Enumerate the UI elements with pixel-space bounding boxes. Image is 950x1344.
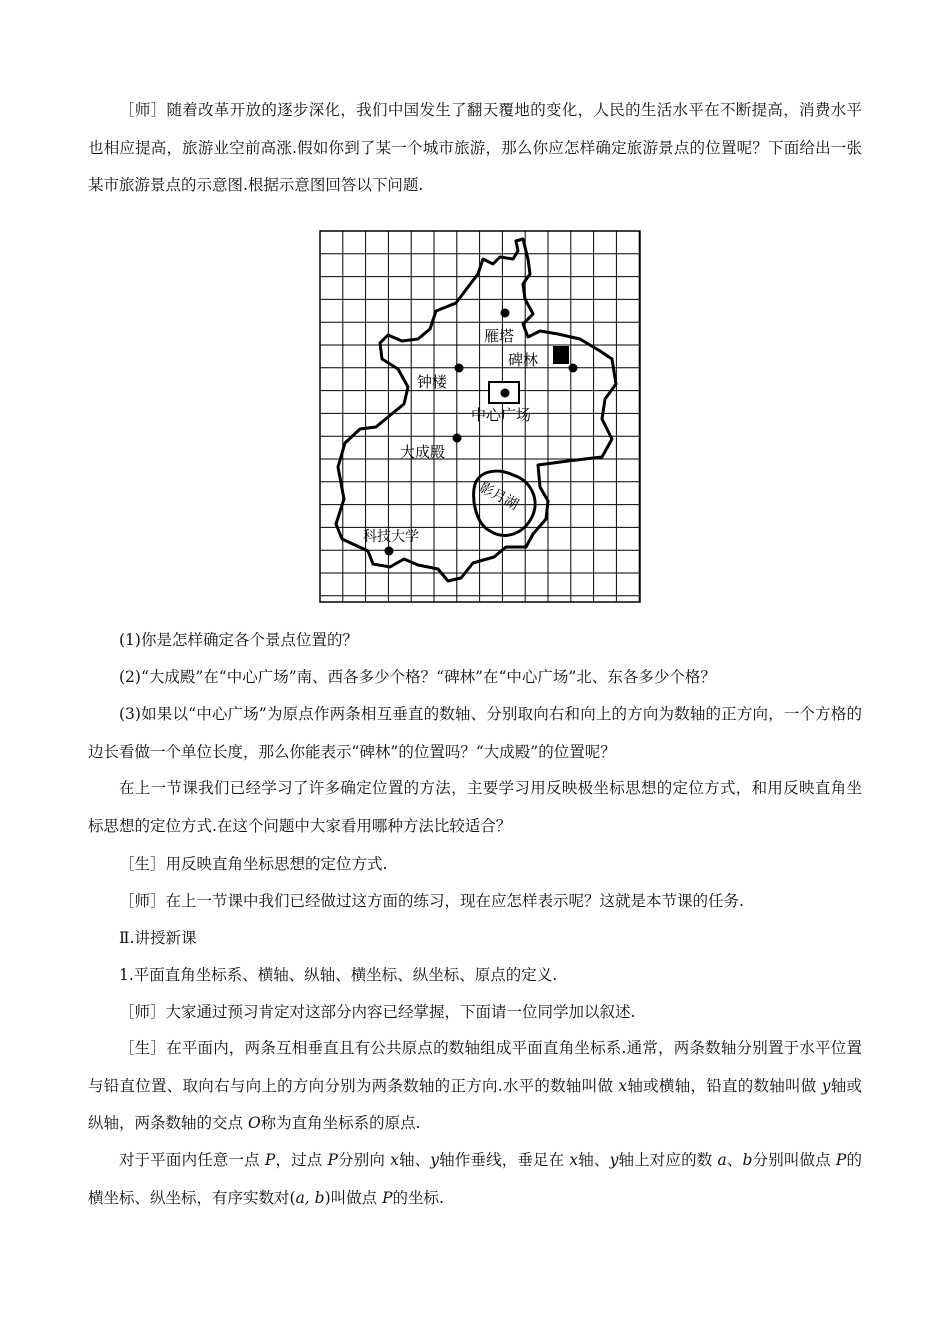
p6-text-b: ，过点	[275, 1151, 328, 1169]
question-2: (2)“大成殿”在“中心广场”南、西各多少个格？“碑林”在“中心广场”北、东各多少个格？	[119, 668, 716, 686]
beilin-square	[553, 346, 569, 364]
p6-text-a: 对于平面内任意一点	[119, 1151, 265, 1169]
teacher-remark-1: ［师］在上一节课中我们已经做过这方面的练习，现在应怎样表示呢？这就是本节课的任务.	[119, 892, 744, 910]
var-y: y	[821, 1076, 831, 1095]
var-x: x	[569, 1151, 579, 1169]
var-y: y	[430, 1151, 440, 1169]
var-x: x	[390, 1151, 399, 1169]
var-p: P	[382, 1188, 393, 1207]
var-a: a	[717, 1151, 727, 1169]
tourist-map	[318, 229, 642, 604]
label-yanta: 雁塔	[484, 327, 515, 345]
var-b: b	[742, 1151, 753, 1169]
dacheng-dot	[453, 434, 462, 443]
p5-text-d: 称为直角坐标系的原点.	[260, 1114, 421, 1132]
label-beilin: 碑林	[508, 351, 539, 369]
keji-dot	[385, 547, 394, 556]
yanta-dot	[501, 309, 510, 318]
p6-text-j: 的横坐标、纵坐标，有序实数对(	[88, 1151, 862, 1207]
p6-text-f: 轴、	[578, 1151, 610, 1169]
item-1-heading: 1.平面直角坐标系、横轴、纵轴、横坐标、纵坐标、原点的定义.	[119, 966, 558, 984]
var-p: P	[327, 1151, 338, 1169]
label-dacheng: 大成殿	[400, 443, 446, 461]
p6-text-d: 轴、	[398, 1151, 431, 1169]
p6-text-e: 轴作垂线，垂足在	[439, 1151, 570, 1169]
var-p: P	[264, 1151, 276, 1169]
coordinate-definition-paragraph	[88, 1142, 862, 1217]
section-heading: Ⅱ.讲授新课	[119, 929, 197, 947]
p6-text-i: 分别叫做点	[752, 1151, 836, 1169]
teacher-remark-2: ［师］大家通过预习肯定对这部分内容已经掌握，下面请一位同学加以叙述.	[119, 1003, 636, 1021]
label-lake: 影月湖	[476, 479, 521, 514]
label-keji: 科技大学	[363, 529, 419, 545]
var-y: y	[609, 1151, 619, 1169]
label-zhonglou: 钟楼	[417, 373, 448, 391]
p6-text-l: 的坐标.	[392, 1188, 444, 1207]
beilin-dot	[569, 364, 578, 373]
intro-paragraph: ［师］随着改革开放的逐步深化，我们中国发生了翻天覆地的变化，人民的生活水平在不断提高，消费水平也相应提高，旅游业空前高涨.假如你到了某一个城市旅游，那么你应怎样确定旅游景点的位置呢？下面给出一张某市旅游景点的示意图.根据示意图回答以下问题.	[88, 101, 862, 194]
p6-text-h: 、	[726, 1151, 743, 1169]
question-1: (1)你是怎样确定各个景点位置的？	[119, 631, 358, 649]
student-definition-paragraph	[88, 1030, 862, 1143]
p5-text-a: ［生］在平面内，两条互相垂直且有公共原点的数轴组成平面直角坐标系.通常，两条数轴分别置于水平位置与铅直位置、取向右与向上的方向分别为两条数轴的正方向.水平的数轴叫做	[88, 1039, 862, 1095]
var-ab: a, b	[295, 1188, 325, 1207]
label-center: 中心广场	[471, 406, 532, 424]
student-answer-1: ［生］用反映直角坐标思想的定位方式.	[119, 855, 388, 873]
zhonglou-dot	[455, 364, 464, 373]
question-3: (3)如果以“中心广场”为原点作两条相互垂直的数轴、分别取向右和向上的方向为数轴的正方向，一个方格的边长看做一个单位长度，那么你能表示“碑林”的位置吗？“大成殿”的位置呢？	[88, 705, 862, 761]
center-dot	[501, 389, 510, 398]
p6-text-k: )叫做点	[324, 1188, 383, 1207]
var-p: P	[835, 1151, 847, 1169]
p5-text-c: 轴或纵轴，两条数轴的交点	[88, 1076, 862, 1132]
map-svg	[318, 229, 642, 604]
paragraph-methods: 在上一节课我们已经学习了许多确定位置的方法，主要学习用反映极坐标思想的定位方式，和用反映直角坐标思想的定位方式.在这个问题中大家看用哪种方法比较适合？	[88, 779, 862, 835]
p6-text-c: 分别向	[337, 1151, 391, 1169]
p6-text-g: 轴上对应的数	[618, 1151, 718, 1169]
var-x: x	[618, 1076, 628, 1095]
p5-text-b: 轴或横轴，铅直的数轴叫做	[627, 1076, 822, 1095]
var-o: O	[247, 1114, 261, 1132]
